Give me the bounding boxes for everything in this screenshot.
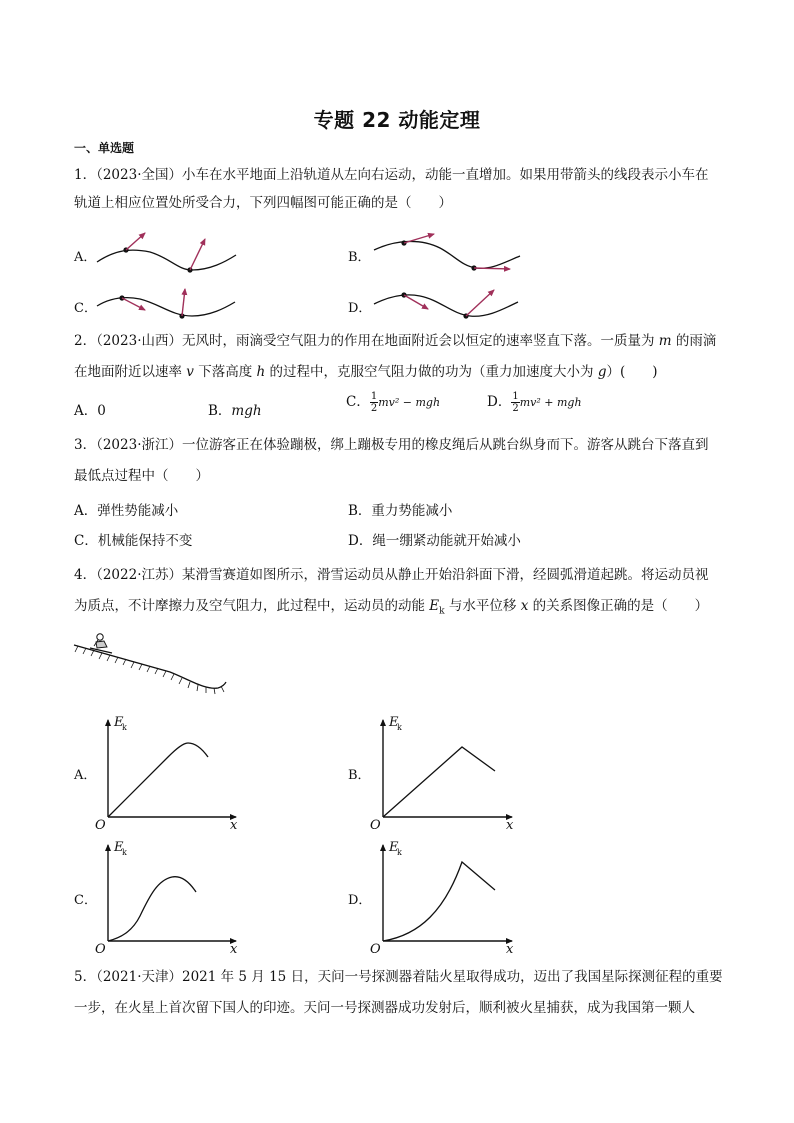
q2-var-h: h	[256, 364, 266, 380]
q2-option-c-label: C．	[346, 394, 370, 410]
q3-line1: 3．（2023·浙江）一位游客正在体验蹦极，绑上蹦极专用的橡皮绳后从跳台纵身而下。游客从跳台下落直到	[74, 437, 709, 453]
q4-line2-b: 与水平位移	[444, 598, 521, 614]
q2-line1-b: 的雨滴	[671, 333, 717, 349]
q2-line2-b: 下落高度	[193, 364, 257, 380]
q2-var-v: v	[186, 364, 194, 380]
q1-line1: 1．（2023·全国）小车在水平地面上沿轨道从左向右运动，动能一直增加。如果用带箭头的线段表示小车在	[74, 167, 709, 183]
q4-var-e: E	[429, 598, 440, 614]
q4-c-y-sub: k	[122, 848, 127, 857]
q1-label-b: B．	[348, 250, 371, 265]
q2-option-d-label: D．	[487, 394, 512, 410]
q4-b-y-label: E	[389, 715, 399, 730]
q4-c-x-label: x	[230, 942, 238, 957]
q4-d-origin: O	[370, 942, 381, 957]
q4-label-d: D．	[348, 893, 372, 908]
q1-line2: 轨道上相应位置处所受合力，下列四幅图可能正确的是（ ）	[74, 195, 452, 211]
q3-option-c: C．机械能保持不变	[74, 533, 193, 549]
q1-label-c: C．	[74, 301, 97, 316]
q4-b-curve	[383, 747, 495, 817]
q2-option-c-frac-den: 2	[370, 403, 378, 414]
q4-a-y-sub: k	[122, 723, 127, 732]
q4-graph-d	[370, 840, 514, 957]
q2-option-d-frac-num: 1	[512, 391, 519, 402]
q3-line2: 最低点过程中（ ）	[74, 468, 209, 484]
q4-line2-c: 的关系图像正确的是（ ）	[528, 598, 709, 614]
q4-label-b: B．	[348, 768, 371, 783]
q5-line2: 一步，在火星上首次留下国人的印迹。天问一号探测器成功发射后，顺利被火星捕获，成为我国第一颗人	[74, 1000, 695, 1016]
q4-label-c: C．	[74, 893, 97, 908]
q4-var-x: x	[520, 598, 529, 614]
q2-line2-d: ）( )	[606, 364, 658, 380]
q4-graph-b	[370, 715, 514, 833]
q2-option-a: A．0	[74, 403, 106, 419]
q4-line1: 4．（2022·江苏）某滑雪赛道如图所示，滑雪运动员从静止开始沿斜面下滑，经圆弧滑道起跳。将运动员视	[74, 567, 709, 583]
q4-d-x-label: x	[506, 942, 514, 957]
q4-b-origin: O	[370, 818, 381, 833]
q4-c-origin: O	[95, 942, 106, 957]
q4-b-x-label: x	[506, 818, 514, 833]
section-heading: 一、单选题	[74, 141, 135, 155]
q2-option-d-frac-den: 2	[512, 403, 519, 414]
q2-var-m: m	[658, 333, 672, 349]
q4-a-curve	[108, 743, 208, 817]
q4-d-y-sub: k	[397, 848, 402, 857]
q2-option-c-value: mv² − mgh	[378, 396, 441, 409]
q4-d-curve	[383, 862, 495, 941]
q4-c-curve	[108, 877, 196, 941]
q4-a-x-label: x	[230, 818, 238, 833]
q2-option-c-frac-num: 1	[370, 391, 378, 402]
q4-a-y-label: E	[114, 715, 124, 730]
q2-line2-a: 在地面附近以速率	[74, 364, 187, 380]
q3-option-d: D．绳一绷紧动能就开始减小	[348, 533, 521, 549]
q3-option-b: B．重力势能减小	[348, 503, 453, 519]
q4-a-origin: O	[95, 818, 106, 833]
q1-label-a: A．	[74, 250, 97, 265]
q2-var-g: g	[597, 364, 607, 380]
q2-line2-c: 的过程中，克服空气阻力做的功为（重力加速度大小为	[265, 364, 598, 380]
q2-line1-a: 2．（2023·山西）无风时，雨滴受空气阻力的作用在地面附近会以恒定的速率竖直下落。一质量为	[74, 333, 659, 349]
q5-line1: 5．（2021·天津）2021 年 5 月 15 日，天问一号探测器着陆火星取得成功，迈出了我国星际探测征程的重要	[74, 969, 723, 985]
page-title: 专题 22 动能定理	[313, 108, 481, 132]
q4-graph-a	[95, 715, 238, 833]
q4-c-y-label: E	[114, 840, 124, 855]
q4-label-a: A．	[74, 768, 97, 783]
q4-graph-c	[95, 840, 238, 957]
q4-line2-a: 为质点，不计摩擦力及空气阻力，此过程中，运动员的动能	[74, 598, 430, 614]
q3-option-a: A．弹性势能减小	[74, 503, 179, 519]
q1-label-d: D．	[348, 301, 372, 316]
q4-b-y-sub: k	[397, 723, 402, 732]
q2-option-b-label: B．	[208, 403, 232, 419]
q4-d-y-label: E	[389, 840, 399, 855]
q2-option-b-value: mgh	[231, 403, 262, 419]
q2-option-d-value: mv² + mgh	[519, 396, 582, 409]
q4-var-e-sub: k	[439, 606, 445, 617]
